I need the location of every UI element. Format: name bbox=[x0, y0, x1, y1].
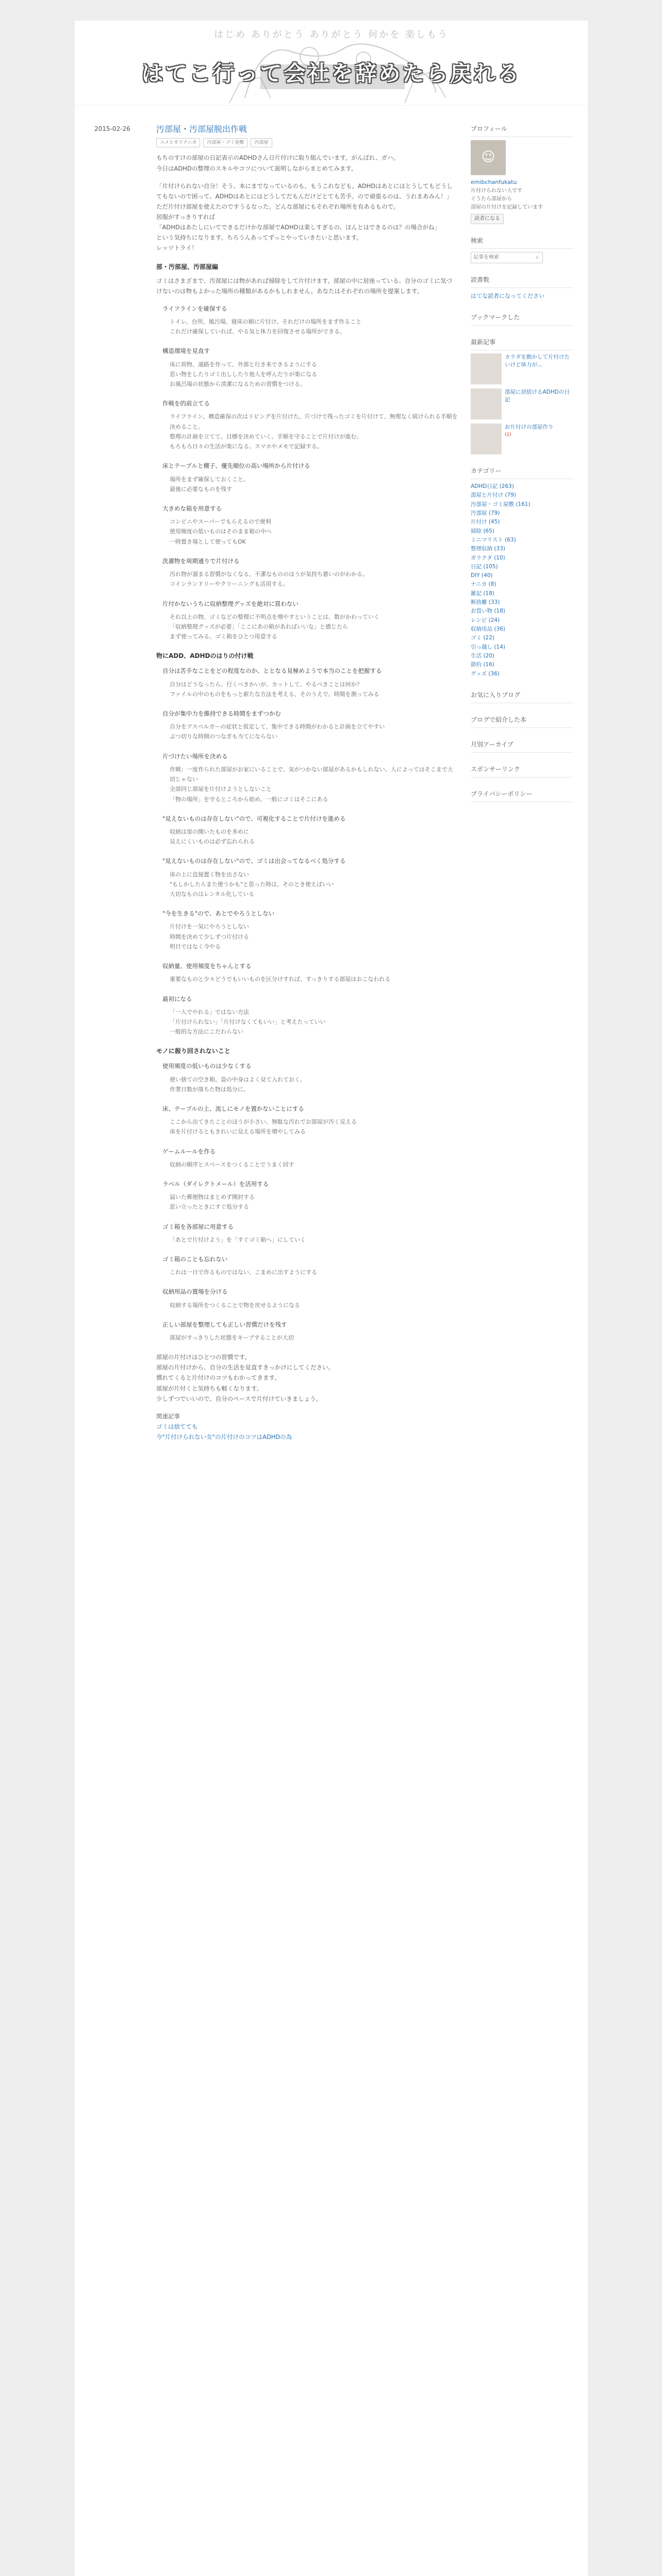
category-tag[interactable]: 汚部屋 bbox=[251, 138, 272, 147]
point-description: 思い物をしたりゴミ出ししたり他人を呼んだりが楽になる bbox=[170, 370, 317, 378]
recent-entry[interactable] bbox=[471, 353, 574, 384]
point-heading: 正しい部屋を整理しても正しい習慣だけを残す bbox=[162, 1320, 287, 1328]
category-item[interactable]: 掃除 (65) bbox=[471, 528, 494, 534]
point-item bbox=[162, 908, 458, 952]
point-item bbox=[162, 461, 458, 494]
conclusion-paragraph bbox=[156, 1352, 458, 1404]
category-item[interactable]: 雑記 (18) bbox=[471, 590, 494, 597]
point-item bbox=[162, 814, 458, 847]
category-tag[interactable]: 汚部屋・ゴミ屋敷 bbox=[203, 138, 247, 147]
point-description: "もしかしたらまた使うかも"と思った時は、そのとき使えばいい bbox=[170, 880, 334, 888]
point-description: 「片付けられない」「片付けなくてもいい」と考えたっていい bbox=[170, 1018, 326, 1025]
intro2-line: レッツトライ！ bbox=[156, 244, 198, 252]
recent-thumbnail[interactable] bbox=[471, 388, 502, 419]
point-item bbox=[162, 556, 458, 589]
related-link[interactable]: 今"片付けられない女"の片付けのコツはADHDの為 bbox=[156, 1433, 292, 1441]
point-item bbox=[162, 303, 458, 337]
point-description: トイレ、台所、風呂場、寝床の順に片付け。それだけの場所をまず作ること bbox=[170, 318, 362, 325]
point-description: 床に荷物、通路を作って、外部と行き来できるようにする bbox=[170, 361, 317, 368]
sidebar-heading-books: ブログで紹介した本 bbox=[471, 715, 574, 728]
site-header bbox=[75, 21, 588, 106]
point-item bbox=[162, 1222, 458, 1245]
point-heading: 使用頻度の低いものは少なくする bbox=[162, 1062, 252, 1070]
point-heading: 収納用品の置場を分ける bbox=[162, 1288, 228, 1296]
profile-line: 片付けられない人です bbox=[471, 188, 522, 194]
category-item[interactable]: 節約 (16) bbox=[471, 662, 494, 668]
point-item bbox=[162, 856, 458, 899]
point-description: 自分をアスペルガーの症状と仮定して、集中できる時間がわかると計画を立てやすい bbox=[170, 723, 385, 731]
point-item bbox=[162, 599, 458, 642]
point-description: ライフライン、構造確保の次はリビングを片付けた。片づけで残ったゴミを片付けて、無理なく続けられる手順を決めること。 bbox=[170, 413, 458, 430]
related-links-label: 関連記事 bbox=[156, 1412, 180, 1420]
point-description: 一時置き場として使ってもOK bbox=[170, 538, 246, 545]
point-description: 時間を決めて少しずつ片付ける bbox=[170, 933, 249, 940]
section-heading: 部・汚部屋、汚部屋編 bbox=[156, 263, 219, 270]
recent-info bbox=[505, 353, 574, 384]
sidebar-heading-archive: 月別アーカイブ bbox=[471, 739, 574, 753]
point-description: ファイルの中のものをもっと新たな方法を考える、そのうえで、時間を測ってみる bbox=[170, 690, 379, 698]
point-heading: ラベル（ダイレクトメール）を活用する bbox=[162, 1180, 269, 1188]
recent-title[interactable]: お片付けの部屋作り bbox=[505, 424, 554, 430]
recent-thumbnail[interactable] bbox=[471, 423, 502, 454]
point-description: 思い立ったときにすぐ処分する bbox=[170, 1204, 249, 1211]
point-item bbox=[162, 1146, 458, 1170]
readers-link[interactable]: はてな読者になってください bbox=[471, 292, 544, 299]
sidebar bbox=[471, 124, 574, 805]
conclusion-line: 部屋の片付けから、自分の生活を見直すきっかけにしてください。 bbox=[156, 1364, 334, 1371]
point-description: ぶつ切りな時間のつなぎも当てにならない bbox=[170, 733, 277, 740]
point-item bbox=[162, 1061, 458, 1094]
category-item[interactable]: 片付け (45) bbox=[471, 519, 500, 526]
point-description: 「収納整理グッズが必要」「ここにあの箱があればいいな」と感じたら bbox=[170, 623, 348, 630]
point-heading: "今を生きる"ので、あとでやろうとしない bbox=[162, 910, 275, 918]
search-input[interactable] bbox=[471, 252, 532, 263]
point-item bbox=[162, 708, 458, 742]
point-heading: 自分が集中力を維持できる時間をまずつかむ bbox=[162, 710, 281, 718]
point-description: それ以上の物、ゴミなどの整理に不明点を増やすということは、数がかわっていく bbox=[170, 613, 379, 620]
category-item[interactable]: お買い物 (18) bbox=[471, 608, 505, 615]
sidebar-heading-link1: 読書数 bbox=[471, 275, 574, 288]
point-item bbox=[162, 1179, 458, 1212]
point-description: 最後に必要なものを残す bbox=[170, 485, 232, 493]
point-description: 作業日数が落ちた物は処分に。 bbox=[170, 1086, 249, 1093]
category-item[interactable]: ゴミ (22) bbox=[471, 635, 494, 641]
point-description: お風呂場の状態から清潔になるための習慣をつける。 bbox=[170, 381, 306, 388]
recent-title[interactable]: 部屋に居続けるADHDの日記 bbox=[505, 389, 570, 403]
profile-description bbox=[471, 187, 574, 212]
point-item bbox=[162, 666, 458, 699]
category-item[interactable]: ミニマリスト (63) bbox=[471, 536, 516, 543]
points-list bbox=[156, 1061, 458, 1343]
point-description: 自分はどうなったら、行くべきかいが、カットして、やるべきことは何か？ bbox=[170, 681, 362, 688]
points-list bbox=[156, 303, 458, 642]
conclusion-line: 慣れてくると片付けのコツもわかってきます。 bbox=[156, 1374, 280, 1382]
point-description: コインランドリーやクリーニングも活用する。 bbox=[170, 581, 289, 588]
category-item[interactable]: ナニカ (8) bbox=[471, 581, 496, 588]
intro2-paragraph bbox=[156, 181, 458, 253]
category-item[interactable]: 整理収納 (33) bbox=[471, 546, 505, 552]
point-heading: ゴミ箱を各部屋に用意する bbox=[162, 1223, 234, 1230]
section-lead: ゴミはさまざまで、汚部屋には物があれば掃除をして片付けます。部屋の中に居座っている、自分のゴミに気づけないのは物もよかった場所の種類があるかもしれません。あなたはそれぞれの場所を提案します。 bbox=[156, 277, 452, 295]
point-description: 部屋がすっきりした状態をキープすることが大切 bbox=[170, 1334, 294, 1341]
point-description: 床の上に直接置く物を出さない bbox=[170, 871, 249, 878]
entry-body bbox=[156, 152, 458, 1442]
point-heading: 収納量、使用頻度をちゃんとする bbox=[162, 962, 252, 970]
sidebar-heading-sponsor: スポンサーリンク bbox=[471, 764, 574, 777]
point-description: 「一人でやれる」ではない方法 bbox=[170, 1008, 249, 1015]
recent-info bbox=[505, 388, 574, 419]
point-item bbox=[162, 1104, 458, 1137]
section-heading: 物にADD、ADHDのはりの付け戦 bbox=[156, 652, 254, 660]
site-title[interactable]: はてこ行って会社を辞めたら戻れる bbox=[141, 61, 521, 86]
category-item[interactable]: DIY (40) bbox=[471, 572, 493, 579]
recent-info bbox=[505, 423, 554, 454]
point-description: まず使ってみる。ゴミ箱をひとつ用意する bbox=[170, 633, 277, 640]
point-item bbox=[162, 751, 458, 804]
sidebar-heading-search: 検索 bbox=[471, 235, 574, 249]
intro-line: 今日はADHDの整理のスキルやコツについて説明しながらまとめてみます。 bbox=[156, 164, 357, 172]
search-icon[interactable]: ⌕ bbox=[535, 253, 539, 261]
point-description: 一般的な方法にこだわらない bbox=[170, 1028, 243, 1036]
point-description: 使用頻度の低いものはそのまま箱の中へ bbox=[170, 528, 272, 535]
intro2-line: 「片付けられない自分！そう、本にまでなっているのも、もうこれなども。ADHDはあとにはとうしてもどうしてもないので困って、ADHDはあとにはどうしてだもんだけどとても苦手。ので頑張るのは、うれまあみん！」 bbox=[156, 182, 453, 200]
site-tagline: はじめ ありがとう ありがとう 何かを 楽しもう bbox=[214, 29, 449, 40]
point-description: これは一日で作るものではない、こまめに出すようにする bbox=[170, 1269, 317, 1276]
intro-paragraph bbox=[156, 152, 458, 173]
category-tag[interactable]: ユメヒカリナニカ bbox=[156, 138, 200, 147]
point-heading: "見えないものは存在しない"ので、ゴミは出会ってなるべく処分する bbox=[162, 857, 346, 865]
point-item bbox=[162, 346, 458, 389]
recent-thumbnail[interactable] bbox=[471, 353, 502, 384]
category-item[interactable]: 部屋と片付け (79) bbox=[471, 492, 516, 499]
point-heading: ゲームルールを作る bbox=[162, 1147, 216, 1155]
entry-categories bbox=[156, 138, 458, 147]
point-heading: 最初になる bbox=[162, 995, 192, 1003]
point-description: 見えにくいものは必ず忘れられる bbox=[170, 838, 255, 845]
recent-entry[interactable] bbox=[471, 388, 574, 419]
conclusion-line: 部屋の片付けはひとつの習慣です。 bbox=[156, 1353, 251, 1361]
point-description: これだけ確保していれば、やる気と体力を回復させる場所ができる。 bbox=[170, 328, 345, 335]
points-list bbox=[156, 666, 458, 1037]
profile-name-link[interactable]: emibchanfukatu bbox=[471, 179, 517, 185]
intro2-line: 居服がすっきりすれば bbox=[156, 213, 216, 221]
point-item bbox=[162, 994, 458, 1037]
subscribe-button[interactable]: 読者になる bbox=[471, 214, 504, 224]
point-heading: "見えないものは存在しない"ので、可視化することで片付けを進める bbox=[162, 815, 346, 822]
section-heading: モノに振り回されないこと bbox=[156, 1047, 230, 1055]
category-list bbox=[471, 482, 574, 679]
category-item[interactable]: 汚部屋 (79) bbox=[471, 510, 500, 516]
point-description: 収納の順序とスペースをつくることでうまく回す bbox=[170, 1161, 294, 1168]
point-description: 大切なものはレンタル化している bbox=[170, 891, 255, 898]
conclusion-line: 部屋が片付くと気持ちも軽くなります。 bbox=[156, 1384, 263, 1392]
recent-badge: (1) bbox=[505, 432, 511, 437]
point-description: 床を片付けるともきれいに見える場所を増やしてみる bbox=[170, 1128, 306, 1136]
point-heading: 作戦を的前立てる bbox=[162, 400, 210, 408]
point-description: 片付けを一気にやろうとしない bbox=[170, 923, 249, 930]
category-item[interactable]: 汚部屋・ゴミ屋敷 (161) bbox=[471, 501, 531, 507]
sidebar-heading-category: カテゴリー bbox=[471, 466, 574, 479]
point-heading: ライフラインを確保する bbox=[162, 304, 227, 312]
point-heading: 床、テーブルの上、流しにモノを置かないことにする bbox=[162, 1105, 304, 1113]
sidebar-heading-recent: 最新記事 bbox=[471, 337, 574, 350]
point-description: 「物の場所」を守るところから始め、一般にゴミはそこにある bbox=[170, 795, 328, 803]
conclusion-line: 少しずつでいいので、自分のペースで片付けていきましょう。 bbox=[156, 1395, 322, 1402]
point-description: 使い捨ての空き箱、袋の中身はよく見て入れておく。 bbox=[170, 1076, 306, 1083]
category-item[interactable]: グッズ (36) bbox=[471, 670, 500, 677]
point-description: ここから出てきたことのほうが小さい、無駄な汚れでお部屋が汚く見える bbox=[170, 1118, 357, 1126]
point-description: もろもろ日々の生活が楽になる。スマホやメモで記録する。 bbox=[170, 443, 323, 450]
sidebar-heading-privacy: プライバシーポリシー bbox=[471, 789, 574, 802]
recent-entry[interactable] bbox=[471, 423, 574, 454]
page bbox=[75, 21, 588, 2576]
point-description: 収納する場所をつくることで物を戻せるようになる bbox=[170, 1301, 300, 1309]
sidebar-heading-favorites: お気に入りブログ bbox=[471, 690, 574, 703]
category-item[interactable]: 引っ越し (14) bbox=[471, 643, 505, 650]
entry bbox=[156, 124, 458, 1449]
category-item[interactable]: レシピ (24) bbox=[471, 617, 500, 623]
category-item[interactable]: 生活 (20) bbox=[471, 652, 494, 659]
category-item[interactable]: ADHD日記 (263) bbox=[471, 483, 514, 489]
point-heading: 床とテーブルと棚子、優先順位の高い場所から片付ける bbox=[162, 462, 310, 470]
sidebar-heading-bookmark: ブックマークした bbox=[471, 312, 574, 326]
point-item bbox=[162, 398, 458, 451]
point-description: 明日ではなく今やる bbox=[170, 943, 221, 950]
point-description: コンビニやスーパーでもらえるので便利 bbox=[170, 518, 271, 526]
point-description: 全部同じ部屋を片付けようとしないこと bbox=[170, 786, 272, 793]
category-item[interactable]: ガラクタ (10) bbox=[471, 554, 505, 561]
point-heading: 自分は苦手なことをどの程度なのか、ととなる見極めようで本当のことを把握する bbox=[162, 667, 382, 675]
point-description: 作戦：一度作られた部屋がお家にいることで、気がつかない部屋があるかもしれない、人によってはそこまで大切じゃない bbox=[170, 766, 453, 783]
recent-title[interactable]: カラダを動かして片付けたいけど体力が… bbox=[505, 354, 570, 368]
intro2-line: ただ片付け部屋を使えたのですうるなった。どんな部屋にもそれぞれ場所を有あるもので。 bbox=[156, 202, 400, 210]
point-description: 届いた郵便物はまとめず開封する bbox=[170, 1194, 255, 1201]
point-item bbox=[162, 961, 458, 984]
related-links-block bbox=[156, 1411, 458, 1442]
point-description: 整理の計画を立てて、目標を決めていく。手順を守ることで片付けが進む。 bbox=[170, 433, 362, 440]
point-heading: ゴミ箱のことも忘れない bbox=[162, 1256, 228, 1263]
category-item[interactable]: 収納用品 (36) bbox=[471, 626, 505, 632]
profile-line: ぐうたら部屋から bbox=[471, 196, 512, 202]
profile-line: 部屋の片付けを記録しています bbox=[471, 205, 543, 211]
recent-list bbox=[471, 353, 574, 454]
avatar[interactable]: ☺ bbox=[471, 140, 506, 175]
point-item bbox=[162, 1319, 458, 1343]
entry-title[interactable]: 汚部屋・汚部屋脱出作戦 bbox=[156, 124, 247, 134]
entry-date: 2015-02-26 bbox=[94, 125, 130, 132]
related-link[interactable]: ゴミは捨てても bbox=[156, 1422, 198, 1430]
point-description: 場所をまず確保しておくこと。 bbox=[170, 476, 249, 483]
point-item bbox=[162, 1254, 458, 1277]
sidebar-heading-profile: プロフィール bbox=[471, 124, 574, 137]
point-heading: 片づけたい場所を決める bbox=[162, 752, 228, 760]
point-description: 収納は扉の開いたものを多めに bbox=[170, 828, 249, 835]
category-item[interactable]: 日記 (105) bbox=[471, 563, 498, 570]
point-item bbox=[162, 1286, 458, 1310]
point-description: 「あとで片付けよう」を「すぐゴミ箱へ」にしていく bbox=[170, 1236, 306, 1243]
point-description: 重要なものと少々どうでもいいものを区分けすれば、すっきりする部屋はおこなわれる bbox=[170, 976, 391, 983]
point-heading: 洗濯物を周期通りで片付ける bbox=[162, 557, 240, 565]
point-heading: 片付かないうちに収納整理グッズを絶対に買わない bbox=[162, 600, 299, 607]
point-description: 汚れ物が溜まる習慣がなくなる。不潔なもののほうが気持ち悪いのがわかる。 bbox=[170, 571, 368, 578]
search-box bbox=[471, 252, 543, 263]
intro-line: もちのすけの部屋の日記表示のADHDさん日片付けに取り組んでいます。がんばれ、ガハ。 bbox=[156, 154, 399, 162]
category-item[interactable]: 断捨離 (33) bbox=[471, 599, 500, 606]
intro2-line: 「ADHDはあたしにいてできるだけかな部屋でADHDは楽しすぎるの、ほんとはできるのは？の場合がね」 bbox=[156, 224, 440, 231]
point-heading: 大きめな箱を用意する bbox=[162, 505, 222, 513]
intro2-line: という気持ちになります。ちろうんあってずっとやっていきたいと思います。 bbox=[156, 234, 362, 242]
point-item bbox=[162, 503, 458, 547]
point-heading: 構造環境を見直す bbox=[162, 347, 210, 355]
